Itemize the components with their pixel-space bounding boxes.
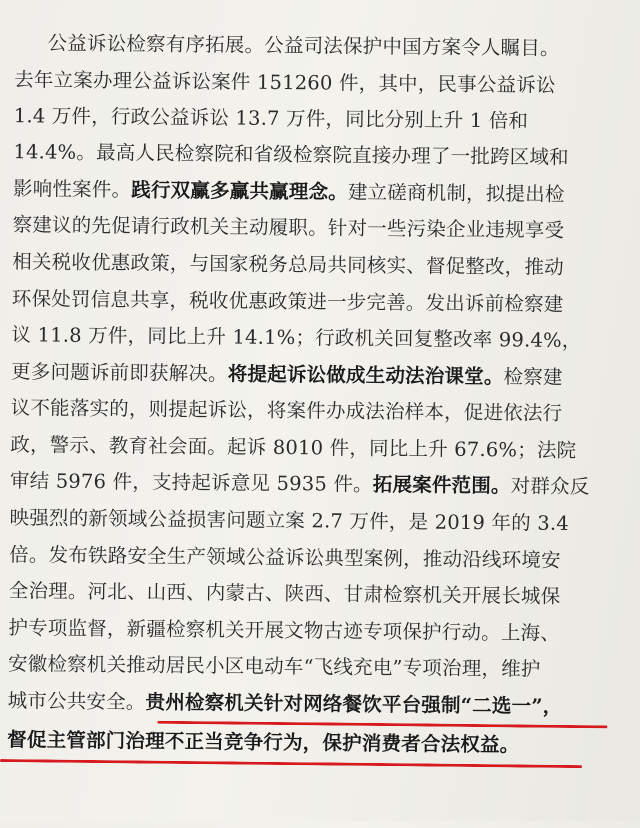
bold-heading: 践行双赢多赢共赢理念。 bbox=[131, 178, 349, 204]
bold-heading: 拓展案件范围。 bbox=[372, 472, 511, 498]
text-line bbox=[14, 65, 556, 101]
text-span: 倍。发布铁路安全生产领域公益诉讼典型案例，推动沿线环境安 bbox=[9, 543, 561, 572]
highlighted-text: 贵州检察机关针对网络餐饮平台强制“二选一”， bbox=[145, 690, 563, 718]
text-line bbox=[11, 393, 563, 429]
text-line bbox=[11, 320, 581, 356]
text-span: 审结 5976 件，支持起诉意见 5935 件。 bbox=[9, 469, 373, 496]
text-span: 环保处罚信息共享，税收优惠政策进一步完善。发出诉前检察建 bbox=[11, 287, 564, 316]
text-line bbox=[12, 284, 564, 320]
text-line bbox=[10, 430, 576, 466]
text-span: 影响性案件。 bbox=[12, 177, 132, 202]
text-span: 察建议的先促请行政机关主动履职。针对一些污染企业违规享受 bbox=[12, 213, 565, 242]
text-span: 1.4 万件，行政公益诉讼 13.7 万件，同比分别上升 1 倍和 bbox=[13, 104, 529, 133]
text-span: 公益诉讼检察有序拓展。公益司法保护中国方案令人瞩目。 bbox=[47, 31, 560, 60]
text-line bbox=[47, 29, 559, 64]
text-span: 检察建 bbox=[503, 365, 563, 389]
text-line bbox=[12, 247, 564, 283]
text-line bbox=[12, 210, 564, 246]
bold-heading: 将提起诉讼做成生动法治课堂。 bbox=[227, 362, 504, 389]
text-span: 议不能落实的，则提起诉讼，将案件办成法治样本，促进依法行 bbox=[10, 396, 563, 425]
text-line bbox=[9, 503, 569, 539]
text-line bbox=[7, 725, 519, 760]
text-span: 去年立案办理公益诉讼案件 151260 件，其中，民事公益诉讼 bbox=[14, 68, 556, 97]
text-span: 14.4%。最高人民检察院和省级检察院直接办理了一批跨区域和 bbox=[13, 140, 569, 169]
text-span: 建立磋商机制，拟提出检 bbox=[347, 180, 565, 206]
text-line bbox=[10, 466, 590, 502]
text-span: 映强烈的新领域公益损害问题立案 2.7 万件，是 2019 年的 3.4 bbox=[9, 506, 570, 535]
text-span: 护专项监督，新疆检察机关开展文物古迹专项保护行动。上海、 bbox=[8, 616, 561, 645]
text-span: 全治理。河北、山西、内蒙古、陕西、甘肃检察机关开展长城保 bbox=[8, 579, 561, 608]
text-span: 城市公共安全。 bbox=[7, 689, 146, 714]
text-line bbox=[13, 174, 565, 210]
text-line bbox=[14, 101, 529, 136]
text-span: 对群众反 bbox=[510, 474, 590, 499]
red-underline-annotation bbox=[0, 759, 582, 768]
text-line bbox=[9, 540, 561, 576]
text-line bbox=[8, 686, 563, 722]
text-span: 相关税收优惠政策，与国家税务总局共同核实、督促整改，推动 bbox=[12, 250, 564, 279]
text-span: 安徽检察机关推动居民小区电动车“飞线充电”专项治理，维护 bbox=[7, 652, 541, 681]
highlighted-text: 督促主管部门治理不正当竞争行为，保护消费者合法权益。 bbox=[7, 728, 520, 757]
text-line bbox=[9, 576, 561, 612]
text-span: 政，警示、教育社会面。起诉 8010 件，同比上升 67.6%；法院 bbox=[10, 433, 577, 463]
text-line bbox=[13, 137, 569, 173]
text-span: 议 11.8 万件，同比上升 14.1%；行政机关回复整改率 99.4%， bbox=[11, 323, 582, 353]
text-line bbox=[11, 357, 563, 393]
text-line bbox=[8, 649, 541, 685]
text-line bbox=[8, 613, 560, 649]
text-span: 更多问题诉前即获解决。 bbox=[10, 360, 228, 386]
